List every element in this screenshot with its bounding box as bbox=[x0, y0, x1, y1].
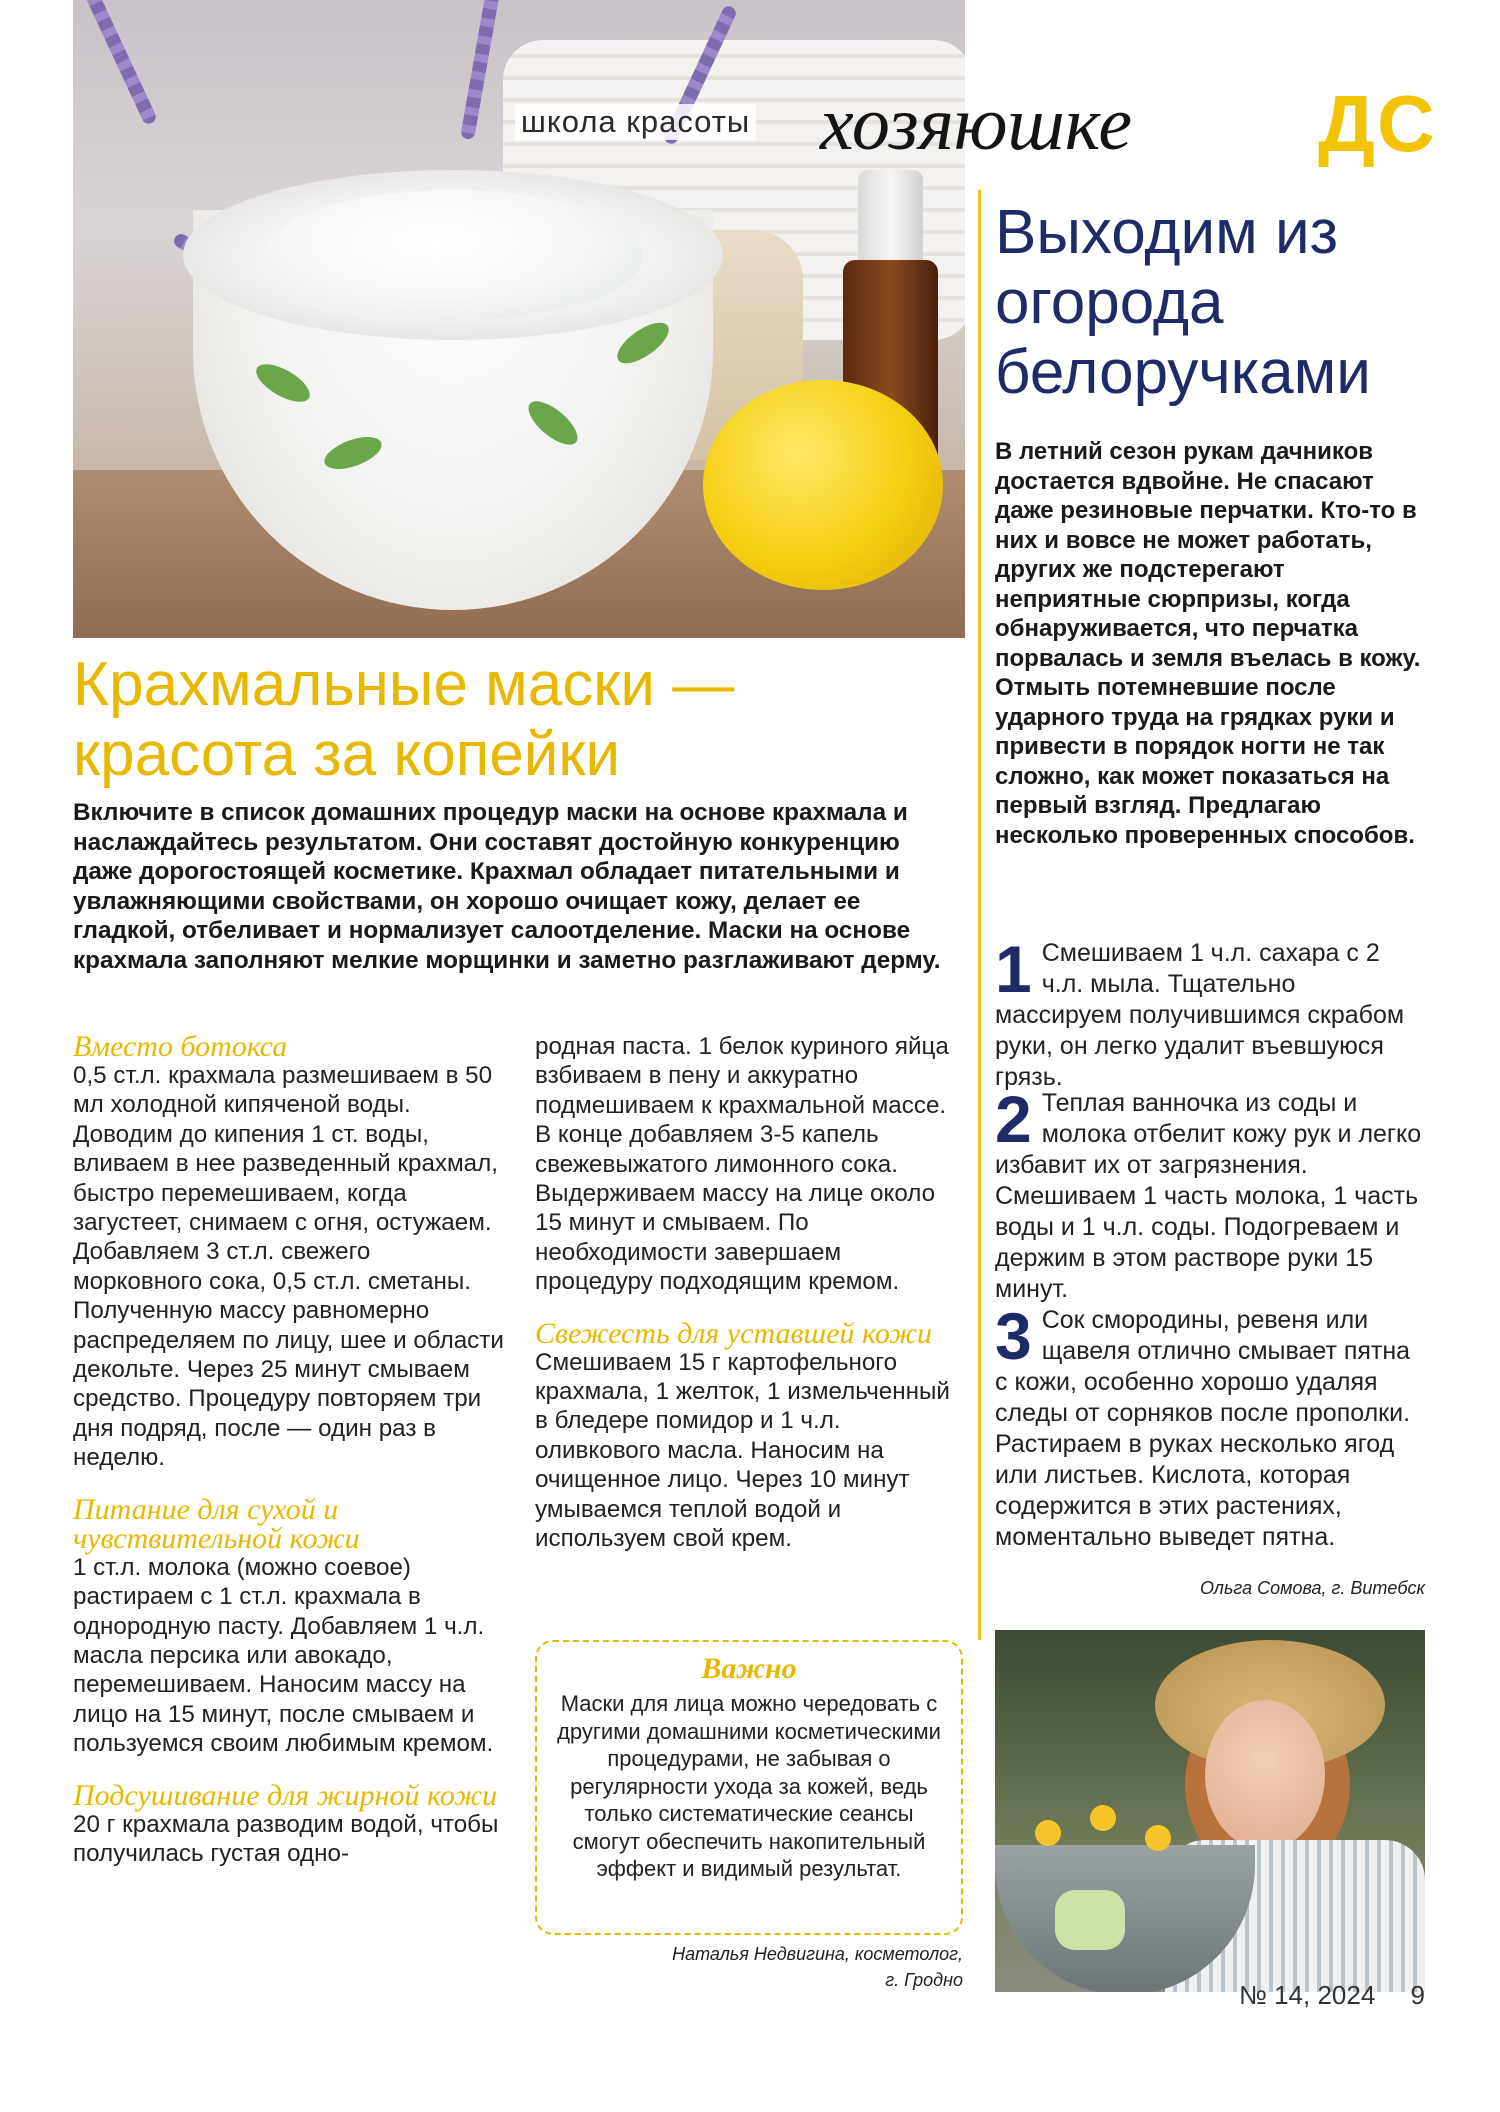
lemon bbox=[703, 380, 943, 590]
section-heading: Питание для сухой и чувствительной кожи bbox=[73, 1492, 360, 1555]
tip-text: Смешиваем 1 ч.л. сахара с 2 ч.л. мыла. Тщательно массируем получившимся скрабом руки, он легко удалит въевшуюся грязь. bbox=[995, 939, 1405, 1091]
gardener-photo bbox=[995, 1630, 1425, 1992]
important-note-box bbox=[535, 1640, 963, 1935]
tip-item bbox=[995, 1299, 1425, 1553]
page-number: 9 bbox=[1410, 1980, 1425, 2010]
tip-text: Сок смородины, ревеня или щавеля отлично смывает пятна с кожи, особенно хорошо удаляя следы от сорняков после прополки. Растираем в руках несколько ягод или листьев. Кислота, которая содержится в этих растениях, моментально выведет пятна. bbox=[995, 1306, 1411, 1551]
tip-item bbox=[995, 1082, 1425, 1305]
left-article-title: Крахмальные маски — красота за копейки bbox=[73, 650, 735, 789]
left-article-intro: Включите в список домашних процедур маски на основе крахмала и наслаждайтесь результатом. Они составят достойную конкуренцию даже дорогостоящей косметике. Крахмал обладает питательными и увлажняющими свойствами, он хорошо очищает кожу, делает ее гладкой, отбеливает и нормализует салоотделение. Маски на основе крахмала заполняют мелкие морщинки и заметно разглаживают дерму. bbox=[73, 799, 941, 974]
section-heading: Свежесть для уставшей кожи bbox=[535, 1316, 933, 1350]
tip-number: 1 bbox=[995, 932, 1032, 1006]
left-article-author: Наталья Недвигина, косметолог, bbox=[672, 1944, 963, 1964]
right-article-intro: В летний сезон рукам дачников достается вдвойне. Не спасают даже резиновые перчатки. Кто-то в них и вовсе не может работать, других же подстерегают неприятные сюрпризы, когда обнаруживается, что перчатка порвалась и земля въелась в кожу. Отмыть потемневшие после ударного труда на грядках руки и привести в порядок ногти не так сложно, как может показаться на первый взгляд. Предлагаю несколько проверенных способов. bbox=[995, 438, 1421, 849]
face-shape bbox=[1205, 1700, 1325, 1850]
section-heading: Вместо ботокса bbox=[73, 1030, 288, 1063]
section-text-continued: родная паста. 1 белок куриного яйца взбиваем в пену и аккуратно подмешиваем к крахмальной массе. В конце добавляем 3-5 капель свежевыжатого лимонного сока. Выдерживаем массу на лице около 15 минут и смываем. По необходимости завершаем процедуру подходящим кремом. bbox=[535, 1033, 949, 1296]
magazine-logo: ДС bbox=[1318, 79, 1437, 168]
tip-text: Теплая ванночка из соды и молока отбелит кожу рук и легко избавит их от загрязнения. Смешиваем 1 часть молока, 1 часть воды и 1 ч.л. соды. Подогреваем и держим в этом растворе руки 15 минут. bbox=[995, 1089, 1422, 1303]
text-column-2 bbox=[535, 1032, 963, 1554]
flower bbox=[1145, 1825, 1171, 1851]
garden-glove bbox=[1055, 1890, 1125, 1950]
text-column-1 bbox=[73, 1032, 505, 1868]
lavender-sprig bbox=[82, 0, 158, 126]
section-text: 0,5 ст.л. крахмала размешиваем в 50 мл холодной кипяченой воды. Доводим до кипения 1 ст. воды, вливаем в нее разведенный крахмал, быстро перемешиваем, когда загустеет, снимаем с огня, остужаем. Добавляем 3 ст.л. свежего морковного сока, 0,5 ст.л. сметаны. Полученную массу равномерно распределяем по лицу, шее и области декольте. Через 25 минут смываем средство. Процедуру повторяем три дня подряд, после — один раз в неделю. bbox=[73, 1062, 504, 1472]
issue-number: № 14, 2024 bbox=[1238, 1980, 1376, 2010]
flower bbox=[1090, 1805, 1116, 1831]
lavender-sprig bbox=[460, 0, 500, 140]
section-text: 1 ст.л. молока (можно соевое) растираем с 1 ст.л. крахмала в однородную пасту. Добавляем 1 ч.л. масла персика или авокадо, перемешиваем. Наносим массу на лицо на 15 минут, после смываем и пользуемся своим любимым кремом. bbox=[73, 1553, 494, 1758]
flower bbox=[1035, 1820, 1061, 1846]
section-heading: Подсушивание для жирной кожи bbox=[73, 1778, 498, 1812]
section-text: 20 г крахмала разводим водой, чтобы получилась густая одно- bbox=[73, 1810, 499, 1867]
page-footer bbox=[1239, 1980, 1425, 2011]
column-divider bbox=[978, 190, 981, 1640]
tip-number: 3 bbox=[995, 1299, 1032, 1373]
note-text: Маски для лица можно чередовать с другими домашними косметическими процедурами, не забывая о регулярности ухода за кожей, ведь только систематические сеансы смогут обеспечить накопительный эффект и видимый результат. bbox=[557, 1691, 941, 1881]
note-title: Важно bbox=[701, 1652, 797, 1685]
right-article-author: Ольга Сомова, г. Витебск bbox=[1200, 1578, 1425, 1598]
dropper-cap bbox=[858, 170, 923, 270]
left-article-author-city: г. Гродно bbox=[885, 1970, 963, 1990]
rubric-label: школа красоты bbox=[515, 104, 756, 140]
section-text: Смешиваем 15 г картофельного крахмала, 1 желток, 1 измельченный в бледере помидор и 1 ч.л. оливкового масла. Наносим на очищенное лицо. Через 10 минут умываемся теплой водой и используем свой крем. bbox=[535, 1348, 950, 1553]
right-article-title: Выходим из огорода белоручками bbox=[995, 198, 1371, 407]
starch-powder bbox=[263, 190, 643, 320]
tip-number: 2 bbox=[995, 1082, 1032, 1156]
section-title: хозяюшке bbox=[820, 82, 1133, 166]
tip-item bbox=[995, 932, 1425, 1093]
